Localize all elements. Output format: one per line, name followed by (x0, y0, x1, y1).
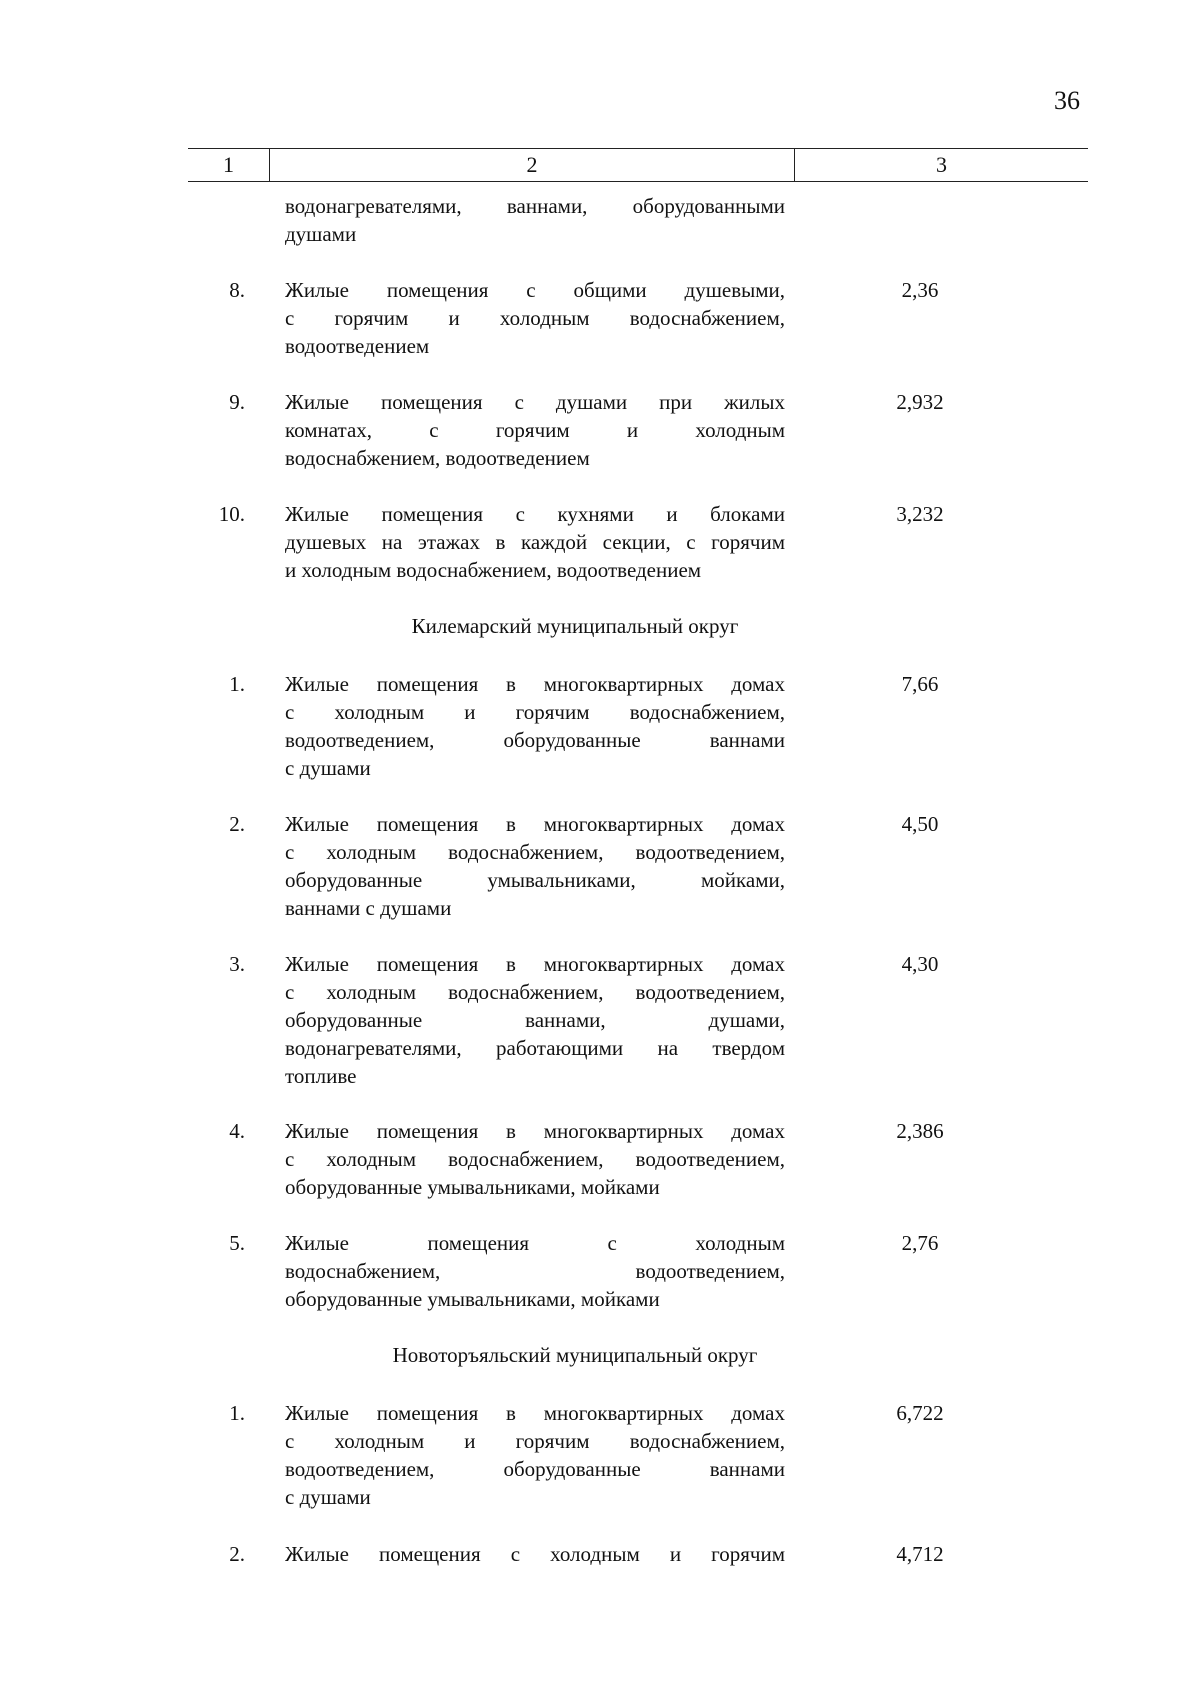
table-header (188, 148, 1088, 182)
row-number: 9. (229, 390, 245, 414)
header-col-2: 2 (270, 149, 795, 181)
row-text (285, 950, 785, 1090)
row-text (285, 192, 785, 248)
text-line: оборудованные умывальниками, мойками, (285, 868, 785, 892)
text-line: комнатах, с горячим и холодным (285, 418, 785, 442)
row-value: 2,36 (901, 278, 939, 302)
text-line: с холодным и горячим водоснабжением, (285, 1429, 785, 1453)
text-line: и холодным водоснабжением, водоотведением (285, 558, 702, 582)
text-line: ваннами с душами (285, 896, 452, 920)
text-line: Жилые помещения с кухнями и блоками (285, 502, 785, 526)
row-text (285, 670, 785, 782)
text-line: Жилые помещения с общими душевыми, (285, 278, 785, 302)
row-number: 2. (229, 1542, 245, 1566)
text-line: Жилые помещения в многоквартирных домах (285, 1119, 785, 1143)
row-number: 10. (218, 502, 245, 526)
row-text (285, 1540, 785, 1568)
row-value: 7,66 (901, 672, 939, 696)
row-value: 3,232 (896, 502, 944, 526)
text-line: водоотведением (285, 334, 430, 358)
row-text (285, 810, 785, 922)
text-line: с холодным водоснабжением, водоотведением, (285, 1147, 785, 1171)
row-value: 2,76 (901, 1231, 939, 1255)
row-text (285, 1399, 785, 1511)
row-value: 2,932 (896, 390, 944, 414)
text-line: Жилые помещения в многоквартирных домах (285, 812, 785, 836)
row-number: 3. (229, 952, 245, 976)
row-value: 6,722 (896, 1401, 944, 1425)
row-number: 2. (229, 812, 245, 836)
row-number: 4. (229, 1119, 245, 1143)
row-number: 5. (229, 1231, 245, 1255)
row-text (285, 276, 785, 360)
text-line: Жилые помещения в многоквартирных домах (285, 1401, 785, 1425)
text-line: с холодным водоснабжением, водоотведением, (285, 840, 785, 864)
row-value: 2,386 (896, 1119, 944, 1143)
section-heading-novotoryal: Новоторъяльский муниципальный округ (392, 1343, 758, 1367)
row-text (285, 1117, 785, 1201)
header-col-1: 1 (188, 149, 270, 181)
text-line: Жилые помещения с холодным и горячим (285, 1542, 785, 1566)
text-line: водоотведением, оборудованные ваннами (285, 728, 785, 752)
header-col-3: 3 (936, 152, 947, 177)
text-line: с душами (285, 756, 371, 780)
row-value: 4,30 (901, 952, 939, 976)
text-line: оборудованные ваннами, душами, (285, 1008, 785, 1032)
text-line: Жилые помещения с холодным (285, 1231, 785, 1255)
page-number: 36 (1054, 86, 1080, 115)
text-line: Жилые помещения в многоквартирных домах (285, 672, 785, 696)
row-number: 1. (229, 672, 245, 696)
section-heading-kilemary: Килемарский муниципальный округ (411, 614, 739, 638)
text-line: оборудованные умывальниками, мойками (285, 1175, 660, 1199)
row-text (285, 388, 785, 472)
row-value: 4,712 (896, 1542, 944, 1566)
row-value: 4,50 (901, 812, 939, 836)
text-line: водонагревателями, работающими на твердом (285, 1036, 785, 1060)
text-line: с холодным водоснабжением, водоотведением, (285, 980, 785, 1004)
text-line: с горячим и холодным водоснабжением, (285, 306, 785, 330)
text-line: водонагревателями, ваннами, оборудованными (285, 194, 785, 218)
row-number: 1. (229, 1401, 245, 1425)
text-line: с душами (285, 1485, 371, 1509)
text-line: водоснабжением, водоотведением, (285, 1259, 785, 1283)
text-line: водоснабжением, водоотведением (285, 446, 590, 470)
text-line: душевых на этажах в каждой секции, с горячим (285, 530, 785, 554)
text-line: топливе (285, 1064, 357, 1088)
text-line: Жилые помещения с душами при жилых (285, 390, 785, 414)
text-line: с холодным и горячим водоснабжением, (285, 700, 785, 724)
text-line: водоотведением, оборудованные ваннами (285, 1457, 785, 1481)
text-line: оборудованные умывальниками, мойками (285, 1287, 660, 1311)
row-text (285, 500, 785, 584)
row-text (285, 1229, 785, 1313)
text-line: Жилые помещения в многоквартирных домах (285, 952, 785, 976)
row-number: 8. (229, 278, 245, 302)
text-line: душами (285, 222, 357, 246)
